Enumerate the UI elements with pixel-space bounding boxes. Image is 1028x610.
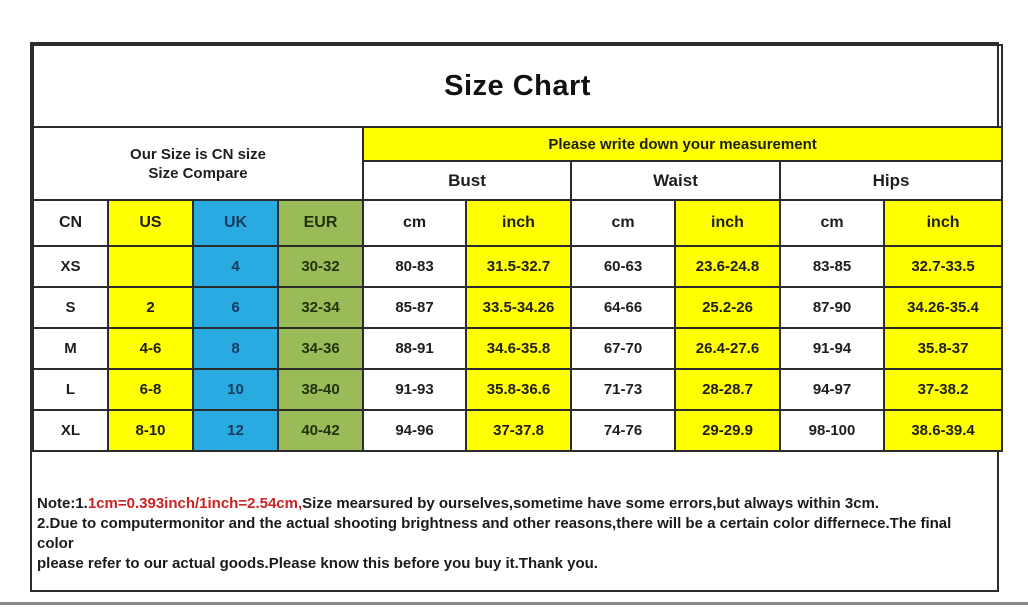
bust-cm-cell: 85-87 <box>363 287 466 328</box>
size-compare-line-2: Size Compare <box>148 164 248 182</box>
bottom-divider <box>0 602 1028 605</box>
cn-size-cell: L <box>33 369 108 410</box>
group-header-bust: Bust <box>363 161 571 200</box>
cn-size-cell: S <box>33 287 108 328</box>
uk-size-cell: 6 <box>193 287 278 328</box>
table-row <box>33 328 1002 369</box>
column-header-row <box>33 200 1002 246</box>
hips-inch-cell: 38.6-39.4 <box>884 410 1002 451</box>
col-header-eur: EUR <box>278 200 363 246</box>
uk-size-cell: 10 <box>193 369 278 410</box>
col-header-us: US <box>108 200 193 246</box>
group-header-waist: Waist <box>571 161 780 200</box>
uk-size-cell: 4 <box>193 246 278 287</box>
note-line-3: please refer to our actual goods.Please know this before you buy it.Thank you. <box>37 555 598 572</box>
waist-cm-cell: 64-66 <box>571 287 675 328</box>
col-header-hips-inch: inch <box>884 200 1002 246</box>
hips-inch-cell: 32.7-33.5 <box>884 246 1002 287</box>
us-size-cell: 4-6 <box>108 328 193 369</box>
col-header-uk: UK <box>193 200 278 246</box>
us-size-cell: 6-8 <box>108 369 193 410</box>
note-line-1-rest: Size mearsured by ourselves,sometime have some errors,but always within 3cm. <box>302 495 880 512</box>
cn-size-cell: XL <box>33 410 108 451</box>
waist-cm-cell: 71-73 <box>571 369 675 410</box>
hips-inch-cell: 34.26-35.4 <box>884 287 1002 328</box>
size-compare-line-1: Our Size is CN size <box>130 145 266 163</box>
waist-inch-cell: 26.4-27.6 <box>675 328 780 369</box>
us-size-cell <box>108 246 193 287</box>
table-row <box>33 410 1002 451</box>
us-size-cell: 8-10 <box>108 410 193 451</box>
uk-size-cell: 8 <box>193 328 278 369</box>
hips-cm-cell: 91-94 <box>780 328 884 369</box>
bust-inch-cell: 35.8-36.6 <box>466 369 571 410</box>
page-title: Size Chart <box>33 45 1002 127</box>
bust-inch-cell: 37-37.8 <box>466 410 571 451</box>
waist-inch-cell: 29-29.9 <box>675 410 780 451</box>
note-line-1 <box>37 494 991 514</box>
col-header-bust-inch: inch <box>466 200 571 246</box>
bust-cm-cell: 88-91 <box>363 328 466 369</box>
uk-size-cell: 12 <box>193 410 278 451</box>
size-chart-table <box>32 44 1003 452</box>
group-header-hips: Hips <box>780 161 1002 200</box>
bust-cm-cell: 91-93 <box>363 369 466 410</box>
size-table-body <box>33 246 1002 451</box>
hips-inch-cell: 37-38.2 <box>884 369 1002 410</box>
note-line-2: 2.Due to computermonitor and the actual shooting brightness and other reasons,there will be a certain color differnece.The final color <box>37 515 952 552</box>
size-compare-header <box>33 127 363 200</box>
bust-inch-cell: 34.6-35.8 <box>466 328 571 369</box>
cn-size-cell: XS <box>33 246 108 287</box>
table-row <box>33 369 1002 410</box>
waist-cm-cell: 60-63 <box>571 246 675 287</box>
hips-cm-cell: 87-90 <box>780 287 884 328</box>
waist-inch-cell: 23.6-24.8 <box>675 246 780 287</box>
measurement-banner: Please write down your measurement <box>363 127 1002 161</box>
waist-cm-cell: 74-76 <box>571 410 675 451</box>
eur-size-cell: 34-36 <box>278 328 363 369</box>
hips-cm-cell: 83-85 <box>780 246 884 287</box>
eur-size-cell: 40-42 <box>278 410 363 451</box>
waist-inch-cell: 25.2-26 <box>675 287 780 328</box>
hips-inch-cell: 35.8-37 <box>884 328 1002 369</box>
eur-size-cell: 30-32 <box>278 246 363 287</box>
bust-inch-cell: 31.5-32.7 <box>466 246 571 287</box>
waist-inch-cell: 28-28.7 <box>675 369 780 410</box>
col-header-hips-cm: cm <box>780 200 884 246</box>
col-header-cn: CN <box>33 200 108 246</box>
waist-cm-cell: 67-70 <box>571 328 675 369</box>
hips-cm-cell: 94-97 <box>780 369 884 410</box>
us-size-cell: 2 <box>108 287 193 328</box>
size-chart-table-frame <box>30 42 999 592</box>
col-header-bust-cm: cm <box>363 200 466 246</box>
cn-size-cell: M <box>33 328 108 369</box>
col-header-waist-inch: inch <box>675 200 780 246</box>
eur-size-cell: 38-40 <box>278 369 363 410</box>
table-row <box>33 246 1002 287</box>
bust-cm-cell: 80-83 <box>363 246 466 287</box>
bust-cm-cell: 94-96 <box>363 410 466 451</box>
eur-size-cell: 32-34 <box>278 287 363 328</box>
note-prefix: Note:1. <box>37 495 88 512</box>
hips-cm-cell: 98-100 <box>780 410 884 451</box>
col-header-waist-cm: cm <box>571 200 675 246</box>
note <box>32 452 997 574</box>
table-row <box>33 287 1002 328</box>
bust-inch-cell: 33.5-34.26 <box>466 287 571 328</box>
note-conversion-formula: 1cm=0.393inch/1inch=2.54cm, <box>87 495 303 512</box>
